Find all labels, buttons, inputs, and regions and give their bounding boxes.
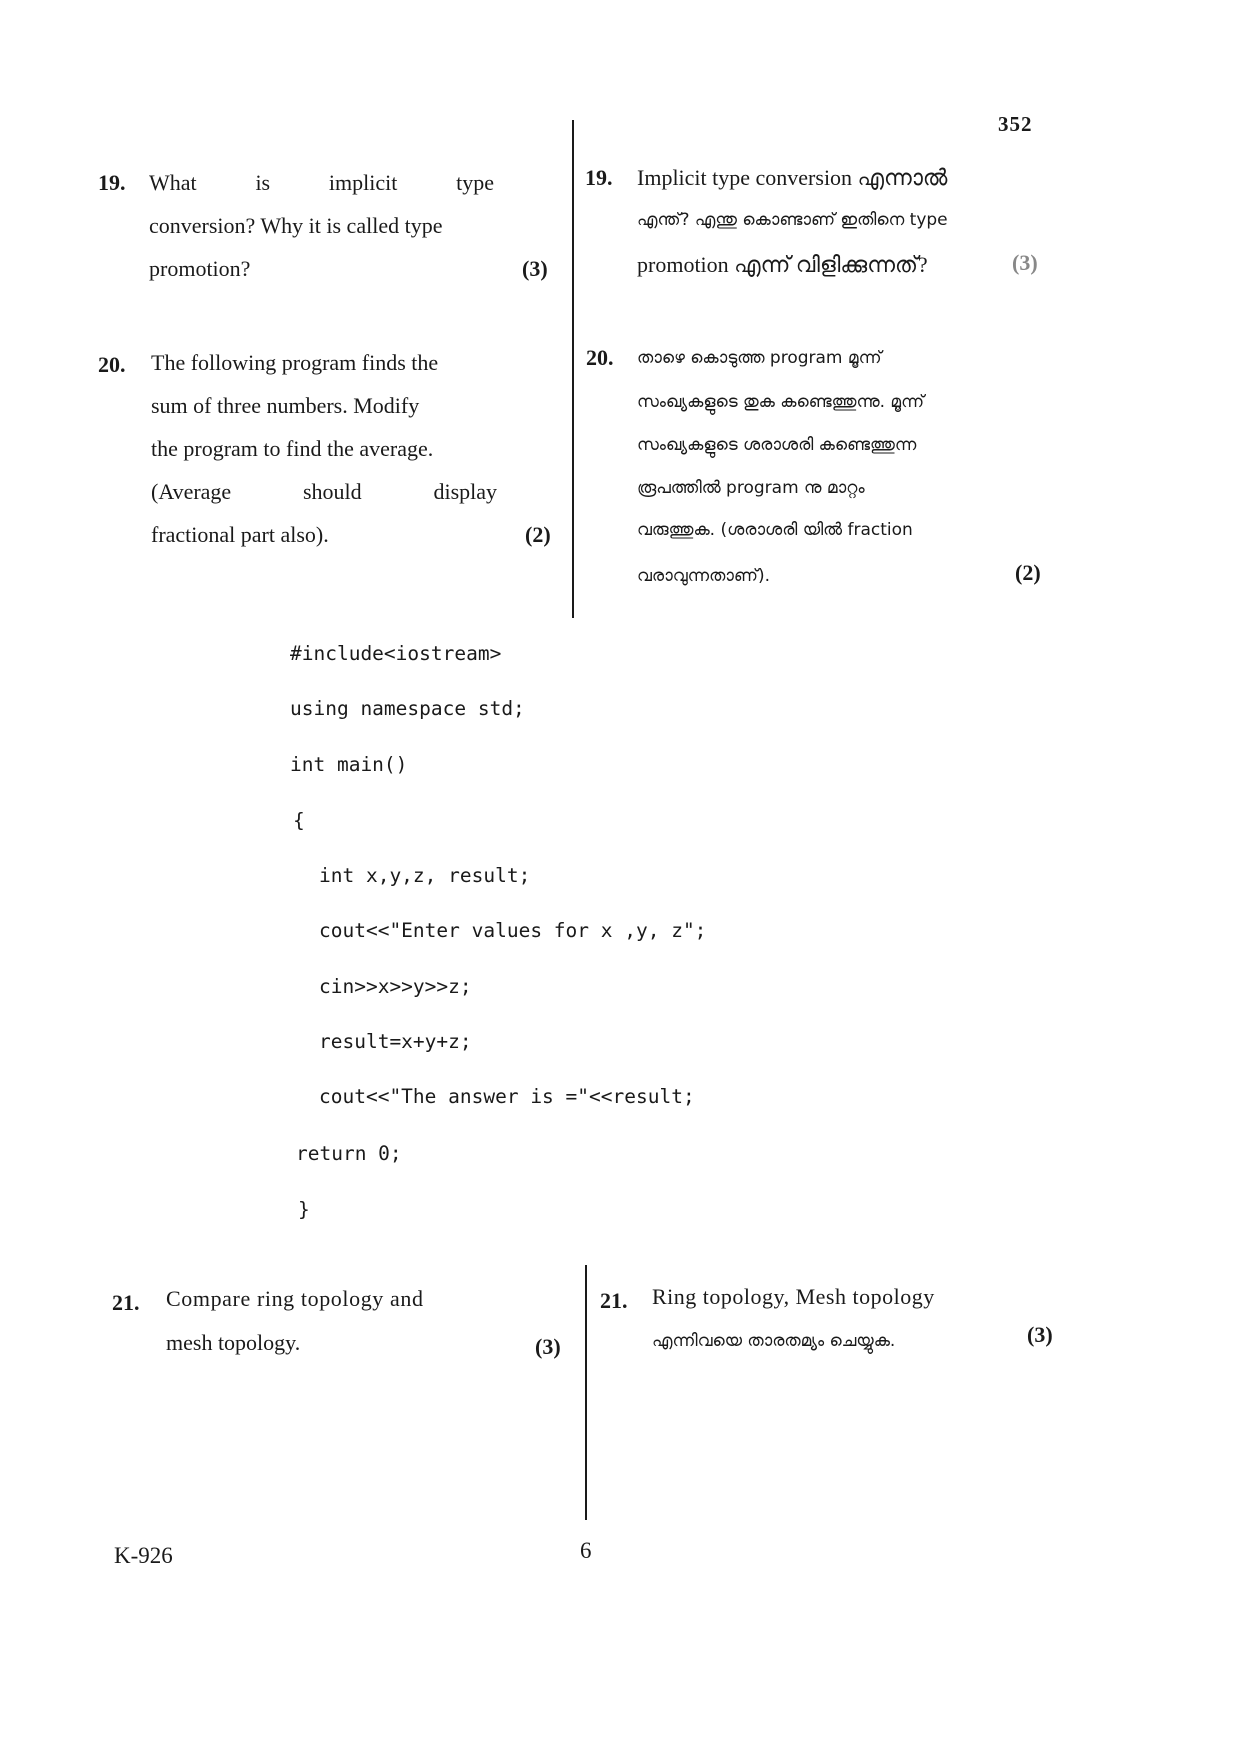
q20-ml-line-1: താഴെ കൊടുത്ത program മൂന്ന് — [637, 348, 882, 368]
page-code: 352 — [998, 112, 1033, 136]
q21-en-number: 21. — [112, 1290, 140, 1315]
q20-en-number: 20. — [98, 352, 126, 377]
q19-ml-line-1 — [637, 165, 947, 191]
q21-ml-line-2: എന്നിവയെ താരതമ്യം ചെയ്യുക. — [652, 1331, 896, 1351]
q20-ml-line-4: രൂപത്തിൽ program നു മാറ്റം — [637, 478, 865, 498]
code-line-8: result=x+y+z; — [319, 1030, 472, 1053]
q20-en-word-1: (Average — [151, 479, 232, 504]
q20-ml-line-2: സംഖ്യകളുടെ തുക കണ്ടെത്തുന്നു. മൂന്ന് — [637, 392, 925, 412]
q19-ml-line-3-text: promotion എന്ന് വിളിക്കുന്നത്? — [637, 252, 928, 277]
code-line-4: { — [293, 809, 305, 832]
q19-en-word-4: type — [456, 170, 495, 195]
q20-en-line-1: The following program finds the — [151, 350, 439, 375]
q20-en-word-3: display — [433, 479, 498, 504]
q19-ml-marks: (3) — [1012, 250, 1038, 275]
code-line-3: int main() — [290, 753, 408, 776]
q20-ml-line-5: വരുത്തുക. (ശരാശരി യിൽ fraction — [637, 520, 913, 540]
q19-en-number: 19. — [98, 170, 126, 195]
q19-ml-line-2: എന്ത്? എന്തു കൊണ്ടാണ് ഇതിനെ type — [637, 210, 948, 230]
page-number: 6 — [580, 1538, 592, 1563]
q20-ml-line-6: വരാവുന്നതാണ്). — [637, 566, 770, 586]
code-line-6: cout<<"Enter values for x ,y, z"; — [319, 919, 707, 942]
column-divider-top — [572, 120, 574, 618]
q20-en-line-4 — [151, 479, 497, 505]
q20-ml-line-3: സംഖ്യകളുടെ ശരാശരി കണ്ടെത്തുന്ന — [637, 435, 917, 455]
q19-en-word-1: What — [149, 170, 197, 195]
q20-en-line-3: the program to find the average. — [151, 436, 434, 461]
q20-en-marks: (2) — [525, 522, 551, 547]
q19-en-word-2: is — [255, 170, 271, 195]
q20-en-line-5: fractional part also). — [151, 522, 329, 547]
q19-en-line-3: promotion? — [149, 256, 251, 281]
q20-ml-number: 20. — [586, 345, 614, 370]
q19-en-word-3: implicit — [328, 170, 398, 195]
code-line-5: int x,y,z, result; — [319, 864, 531, 887]
code-line-11: } — [298, 1198, 310, 1221]
column-divider-bottom — [585, 1265, 587, 1520]
q19-ml-line-3 — [637, 252, 928, 278]
q21-ml-line-1: Ring topology, Mesh topology — [652, 1284, 935, 1309]
code-line-1: #include<iostream> — [290, 642, 502, 665]
q20-en-line-2: sum of three numbers. Modify — [151, 393, 420, 418]
exam-code: K-926 — [114, 1543, 173, 1568]
code-line-7: cin>>x>>y>>z; — [319, 975, 472, 998]
q20-en-word-2: should — [302, 479, 362, 504]
q21-ml-number: 21. — [600, 1288, 628, 1313]
q20-ml-marks: (2) — [1015, 560, 1041, 585]
q21-en-line-2: mesh topology. — [166, 1330, 301, 1355]
q19-en-marks: (3) — [522, 256, 548, 281]
q21-ml-marks: (3) — [1027, 1322, 1053, 1347]
q19-ml-line-1-text: Implicit type conversion എന്നാൽ — [637, 165, 948, 190]
code-line-9: cout<<"The answer is ="<<result; — [319, 1085, 695, 1108]
q21-en-line-1: Compare ring topology and — [166, 1286, 424, 1311]
code-line-10: return 0; — [296, 1142, 402, 1165]
code-line-2: using namespace std; — [290, 697, 525, 720]
q19-ml-number: 19. — [585, 165, 613, 190]
q19-en-line-2: conversion? Why it is called type — [149, 213, 443, 238]
q19-en-line-1 — [149, 170, 494, 196]
q21-en-marks: (3) — [535, 1334, 561, 1359]
